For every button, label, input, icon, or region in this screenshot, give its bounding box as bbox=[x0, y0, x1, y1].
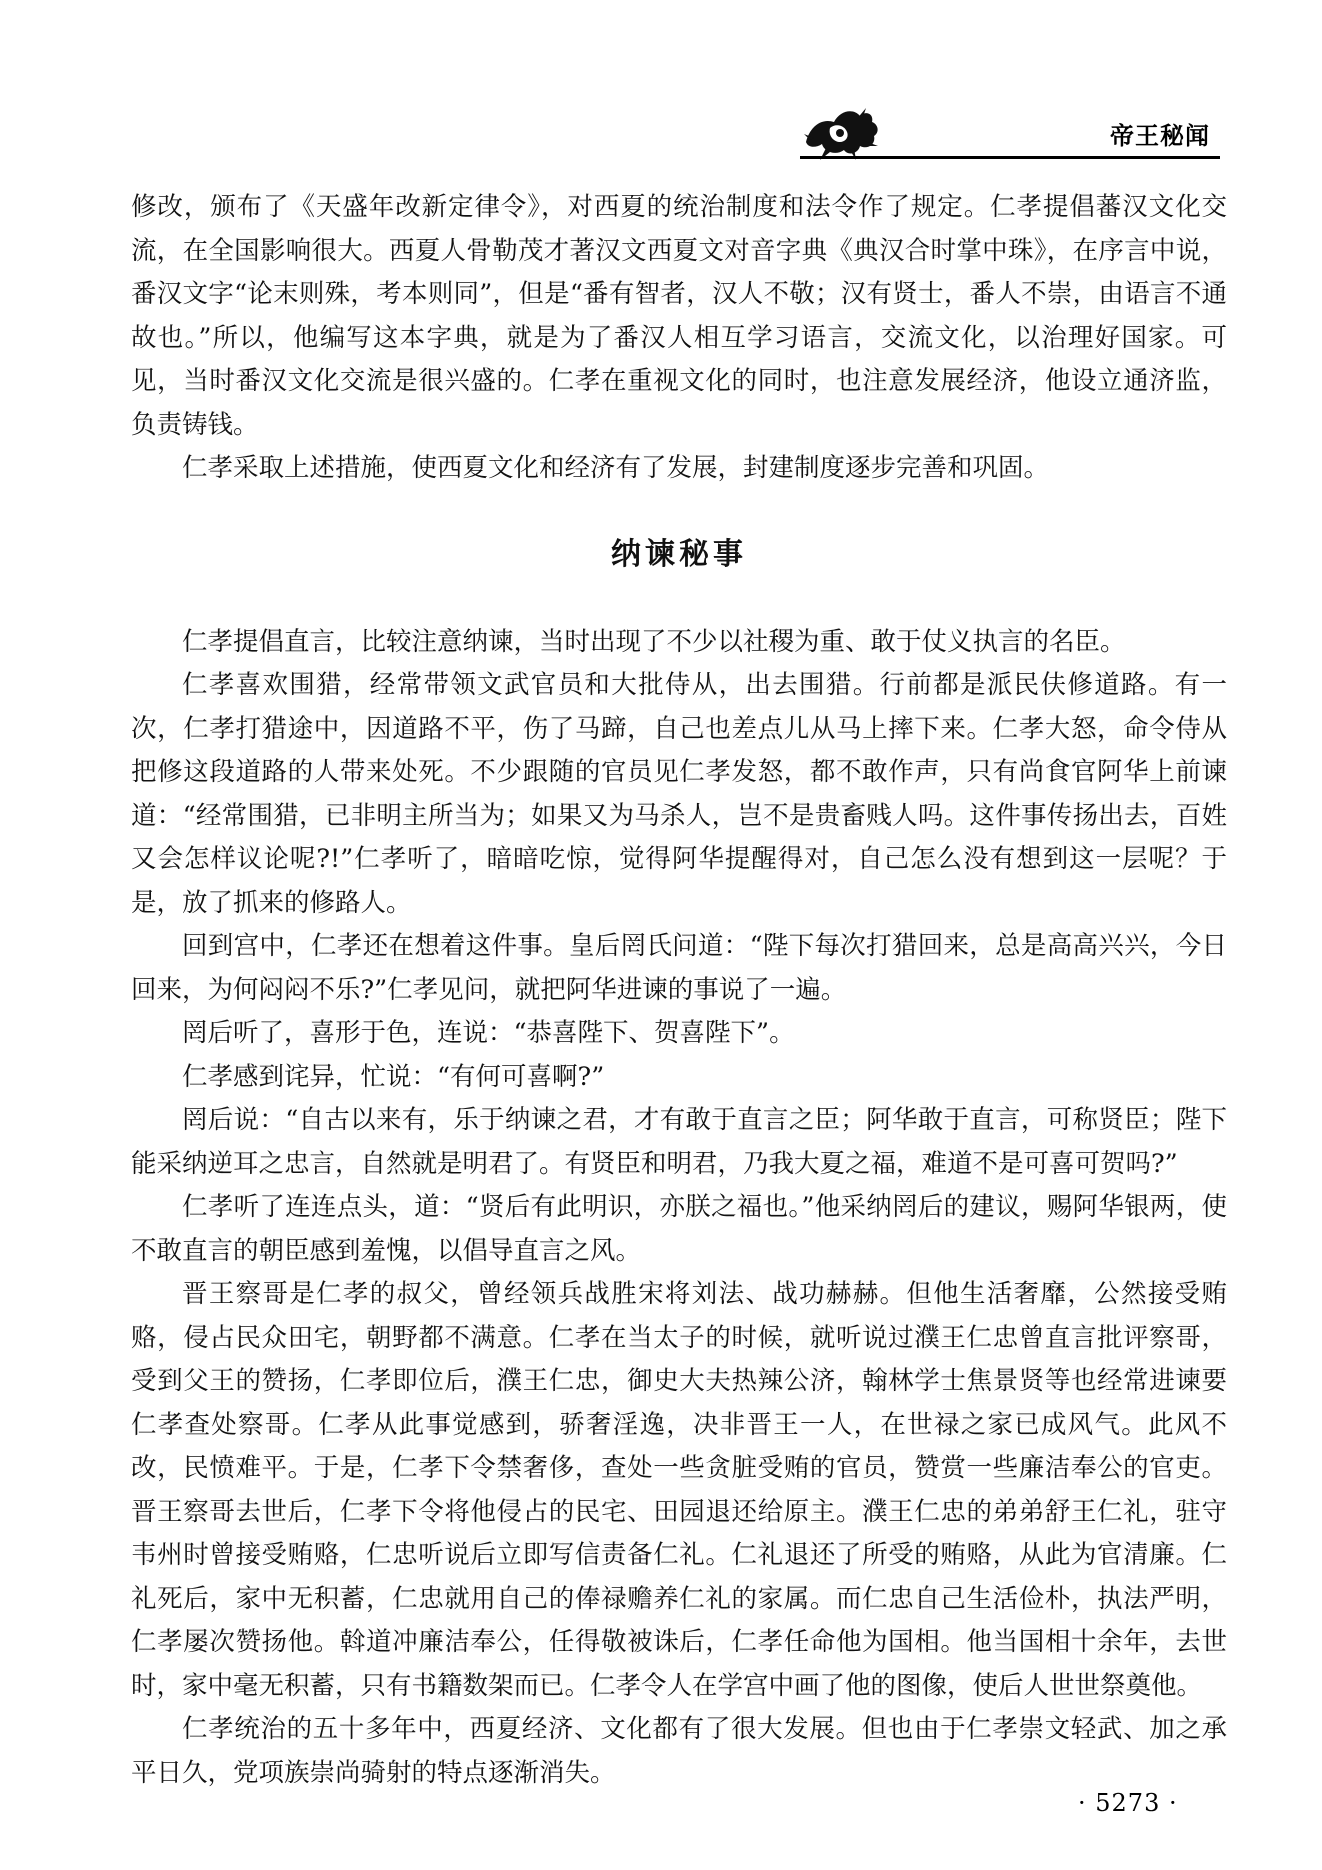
body-paragraph: 仁孝喜欢围猎，经常带领文武官员和大批侍从，出去围猎。行前都是派民伕修道路。有一次，仁孝打猎途中，因道路不平，伤了马蹄，自己也差点儿从马上摔下来。仁孝大怒，命令侍从把修这段道路的人带来处死。不少跟随的官员见仁孝发怒，都不敢作声，只有尚食官阿华上前谏道：“经常围猎，已非明主所当为；如果又为马杀人，岂不是贵畜贱人吗。这件事传扬出去，百姓又会怎样议论呢?!”仁孝听了，暗暗吃惊，觉得阿华提醒得对，自己怎么没有想到这一层呢？于是，放了抓来的修路人。 bbox=[131, 670, 1227, 918]
body-paragraph: 仁孝提倡直言，比较注意纳谏，当时出现了不少以社稷为重、敢于仗义执言的名臣。 bbox=[182, 626, 1126, 657]
body-paragraph: 晋王察哥是仁孝的叔父，曾经领兵战胜宋将刘法、战功赫赫。但他生活奢靡，公然接受贿赂，侵占民众田宅，朝野都不满意。仁孝在当太子的时候，就听说过濮王仁忠曾直言批评察哥，受到父王的赞扬，仁孝即位后，濮王仁忠，御史大夫热辣公济，翰林学士焦景贤等也经常进谏要仁孝查处察哥。仁孝从此事觉感到，骄奢淫逸，决非晋王一人，在世禄之家已成风气。此风不改，民愤难平。于是，仁孝下令禁奢侈，查处一些贪脏受贿的官员，赞赏一些廉洁奉公的官吏。晋王察哥去世后，仁孝下令将他侵占的民宅、田园退还给原主。濮王仁忠的弟弟舒王仁礼，驻守韦州时曾接受贿赂，仁忠听说后立即写信责备仁礼。仁礼退还了所受的贿赂，从此为官清廉。仁礼死后，家中无积蓄，仁忠就用自己的俸禄赡养仁礼的家属。而仁忠自己生活俭朴，执法严明，仁孝屡次赞扬他。斡道冲廉洁奉公，任得敬被诛后，仁孝任命他为国相。他当国相十余年，去世时，家中毫无积蓄，只有书籍数架而已。仁孝令人在学宫中画了他的图像，使后人世世祭奠他。 bbox=[131, 1279, 1227, 1701]
page-number: · 5273 · bbox=[1078, 1789, 1178, 1817]
body-paragraph: 修改，颁布了《天盛年改新定律令》，对西夏的统治制度和法令作了规定。仁孝提倡蕃汉文化交流，在全国影响很大。西夏人骨勒茂才著汉文西夏文对音字典《典汉合时掌中珠》，在序言中说，番汉文字“论末则殊，考本则同”，但是“番有智者，汉人不敬；汉有贤士，番人不崇，由语言不通故也。”所以，他编写这本字典，就是为了番汉人相互学习语言，交流文化，以治理好国家。可见，当时番汉文化交流是很兴盛的。仁孝在重视文化的同时，也注意发展经济，他设立通济监，负责铸钱。 bbox=[131, 192, 1227, 440]
dragon-emblem-icon bbox=[800, 102, 882, 162]
body-paragraph: 罔后说：“自古以来有，乐于纳谏之君，才有敢于直言之臣；阿华敢于直言，可称贤臣；陛下能采纳逆耳之忠言，自然就是明君了。有贤臣和明君，乃我大夏之福，难道不是可喜可贺吗?” bbox=[131, 1105, 1227, 1179]
running-header bbox=[800, 96, 1220, 164]
header-divider bbox=[800, 156, 1220, 159]
body-paragraph: 仁孝采取上述措施，使西夏文化和经济有了发展，封建制度逐步完善和巩固。 bbox=[182, 453, 1050, 483]
body-paragraph: 罔后听了，喜形于色，连说：“恭喜陛下、贺喜陛下”。 bbox=[182, 1018, 795, 1048]
page-body bbox=[131, 186, 1227, 1795]
body-paragraph: 仁孝统治的五十多年中，西夏经济、文化都有了很大发展。但也由于仁孝崇文轻武、加之承平日久，党项族崇尚骑射的特点逐渐消失。 bbox=[131, 1714, 1227, 1788]
body-paragraph: 仁孝听了连连点头，道：“贤后有此明识，亦朕之福也。”他采纳罔后的建议，赐阿华银两，使不敢直言的朝臣感到羞愧，以倡导直言之风。 bbox=[131, 1192, 1227, 1266]
section-title: 纳谏秘事 bbox=[611, 536, 747, 572]
body-paragraph: 回到宫中，仁孝还在想着这件事。皇后罔氏问道：“陛下每次打猎回来，总是高高兴兴，今日回来，为何闷闷不乐?”仁孝见问，就把阿华进谏的事说了一遍。 bbox=[131, 931, 1227, 1005]
body-paragraph: 仁孝感到诧异，忙说：“有何可喜啊?” bbox=[182, 1061, 605, 1092]
header-title: 帝王秘闻 bbox=[1110, 122, 1210, 150]
